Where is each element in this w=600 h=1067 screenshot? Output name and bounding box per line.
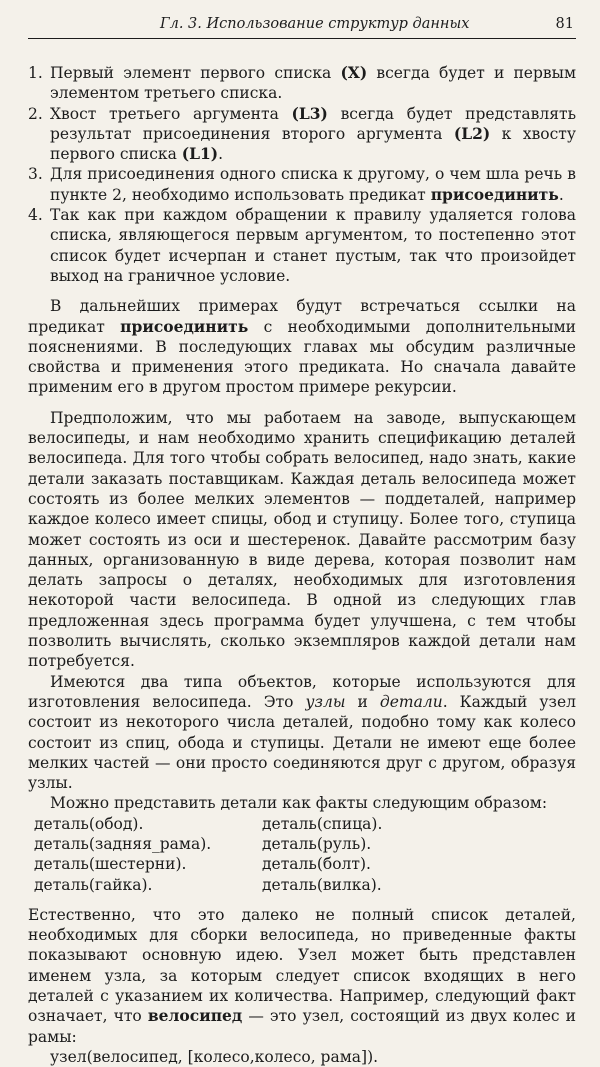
fact-line: деталь(вилка). [262, 875, 382, 894]
running-title: Гл. 3. Использование структур данных [160, 16, 470, 32]
paragraph-text: Имеются два типа объектов, которые используются для изготовления велосипеда. Это [28, 672, 576, 711]
paragraph-text: Естественно, что это далеко не полный список деталей, необходимых для сборки велосипеда, но приведенные факты показывают основную идею. Узел может быть представлен именем узла, за которым следует список входящих в него деталей с указанием их количества. Например, следующий факт означает, что [28, 905, 576, 1026]
list-item-text: к хвосту первого списка [50, 124, 577, 164]
list-item [28, 205, 576, 286]
list-item-number: 2. [28, 104, 43, 123]
list-item-text: . [218, 145, 224, 164]
term-italic: узлы [305, 692, 346, 711]
paragraph [28, 672, 576, 794]
list-item-bold: (L3) [291, 103, 328, 123]
list-item-text: Хвост третьего аргумента [50, 104, 292, 123]
list-item-bold: (L1) [181, 144, 219, 164]
term-italic: детали [379, 692, 443, 711]
paragraph-text: с необходимыми дополнительными пояснениями. В последующих главах мы обсудим различные свойства и применения этого предиката. Но сначала давайте применим его в другом простом примере рекурсии. [28, 317, 577, 397]
numbered-list [28, 63, 576, 286]
paragraph: Можно представить детали как факты следующим образом: [50, 794, 548, 813]
list-item [28, 63, 576, 104]
fact-line: деталь(обод). [34, 814, 144, 833]
list-item-number: 3. [28, 165, 43, 184]
paragraph: Предположим, что мы работаем на заводе, выпускающем велосипеды, и нам необходимо хранить спецификацию деталей велосипеда. Для того чтобы собрать велосипед, надо знать, какие детали заказать поставщикам. Каждая деталь велосипеда может состоять из более мелких элементов — поддеталей, например каждое колесо имеет спицы, обод и ступицу. Более того, ступица может состоять из оси и шестеренок. Давайте рассмотрим базу данных, организованную в виде дерева, которая позволит нам делать запросы о деталях, необходимых для изготовления некоторой части велосипеда. В одной из следующих глав предложенная здесь программа будет улучшена, с тем чтобы позволить вычислять, сколько экземпляров каждой детали нам потребуется. [28, 408, 576, 671]
book-page [28, 10, 576, 1067]
list-item-number: 4. [28, 206, 43, 225]
fact-line: деталь(руль). [262, 834, 372, 853]
paragraph-text: В дальнейших примерах будут встречаться ссылки на предикат [28, 297, 576, 336]
fact-line: деталь(гайка). [34, 875, 153, 894]
list-item-bold: присоединить [430, 184, 559, 204]
list-item-text: Первый элемент первого списка [50, 64, 341, 82]
list-item-text: Для присоединения одного списка к другому, о чем шла речь в пункте 2, необходимо использовать предикат [50, 165, 576, 204]
fact-line: деталь(шестерни). [34, 855, 187, 874]
list-item-text: Так как при каждом обращении к правилу удаляется голова списка, являющегося первым аргументом, то постепенно этот список будет исчерпан и станет пустым, так что произойдет выход на граничное условие. [50, 206, 576, 285]
paragraph-text: — это узел, состоящий из двух колес и рамы: [28, 1007, 576, 1046]
list-item-number: 1. [28, 64, 43, 82]
fact-line: деталь(болт). [262, 855, 371, 874]
page-header [28, 10, 576, 39]
fact-line: деталь(спица). [262, 814, 383, 833]
list-item-text: . [558, 185, 564, 204]
list-item [28, 104, 576, 165]
list-item-bold: (X) [340, 63, 368, 82]
predicate-name: присоединить [120, 316, 249, 336]
term-bold: велосипед [147, 1006, 243, 1026]
paragraph [28, 296, 576, 397]
paragraph-text: и [345, 692, 380, 711]
facts-listing [28, 814, 576, 895]
fact-line: деталь(задняя_рама). [34, 834, 212, 853]
list-item-bold: (L2) [453, 123, 491, 143]
list-item-text: всегда будет и первым элементом третьего списка. [50, 64, 577, 103]
list-item [28, 164, 576, 205]
page-number: 81 [555, 16, 574, 32]
paragraph [28, 905, 576, 1047]
page-body [28, 63, 576, 1067]
paragraph-text: . Каждый узел состоит из некоторого числа деталей, подобно тому как колесо состоит из спиц, обода и ступицы. Детали не имеют еще более мелких частей — они просто соединяются друг с другом, образуя узлы. [28, 692, 577, 793]
code-line: узел(велосипед, [колесо,колесо, рама]). [50, 1047, 379, 1066]
list-item-text: всегда будет представлять результат присоединения второго аргумента [50, 104, 577, 143]
